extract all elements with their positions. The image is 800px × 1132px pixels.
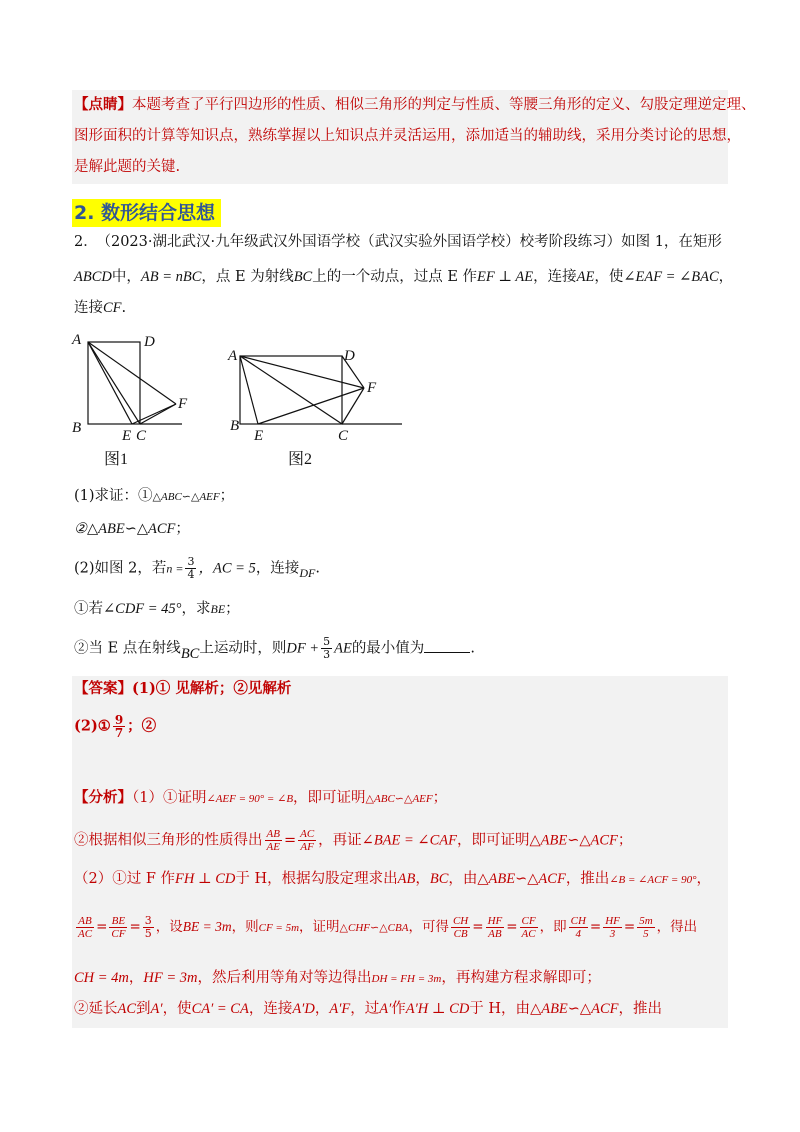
problem-line1 (74, 230, 722, 254)
problem-source: （2023·湖北武汉·九年级武汉外国语学校（武汉实验外国语学校）校考阶段练习）如图 1，在矩形 (103, 234, 722, 250)
dianjing-label: 【点睛】 (74, 96, 132, 113)
fig1-label-f: F (178, 396, 188, 412)
problem-line3: 连接CF. (74, 300, 127, 316)
fig2-label-a: A (228, 348, 238, 364)
section-heading: 2. 数形结合思想 (72, 199, 221, 227)
fig1-label-d: D (144, 334, 155, 350)
question-2: (2)如图 2，若n = $\frac{3}{4}$ ，AC = 5，连接$_{DF}$. (74, 555, 320, 581)
question-1b: ②△ABE∽△ACF； (74, 521, 190, 537)
answer-line1: 【答案】(1)① 见解析；②见解析 (74, 680, 292, 697)
fig2-label-f: F (367, 380, 377, 396)
fig2-label-e: E (254, 428, 264, 444)
fig2-segment-cf (342, 388, 364, 424)
answer-label: 【答案】 (74, 680, 132, 697)
analysis-line6: ②延长AC到A′，使CA′ = CA，连接A′D，A′F，过A′作A′H ⊥ CD于 H，由△ABE∽△ACF，推出 (74, 1001, 662, 1017)
dianjing-line3: 是解此题的关键. (74, 159, 181, 175)
fig2-label-b: B (230, 418, 240, 434)
fig2-label-d: D (344, 348, 355, 364)
question-1a: (1)求证：①△ABC∽△AEF； (74, 488, 235, 504)
analysis-line2: ②根据相似三角形的性质得出 $\frac{AB}{AE}$ = $\frac{AC}{AF}$ ，再证∠BAE = ∠CAF，即可证明△ABE∽△ACF； (74, 828, 633, 853)
fig1-segment-ae (88, 342, 132, 424)
fig1-segment-cf (140, 404, 176, 424)
dianjing-line2: 图形面积的计算等知识点，熟练掌握以上知识点并灵活运用，添加适当的辅助线，采用分类讨论的思想， (74, 128, 741, 144)
analysis-line1: 【分析】（1）①证明∠AEF = 90° = ∠B，即可证明△ABC∽△AEF； (74, 789, 448, 806)
question-2a: ①若∠CDF = 45°，求BE； (74, 601, 240, 617)
fig2-segment-ef (258, 388, 364, 424)
figures (66, 328, 486, 478)
problem-number: 2． (74, 234, 98, 250)
fig1-segment-af (88, 342, 176, 404)
fig1-label-e: E (122, 428, 132, 444)
fig1-label-c: C (136, 428, 147, 444)
answer-blank (424, 652, 470, 653)
answer-line2: (2)① $\frac{9}{7}$ ；② (74, 713, 157, 740)
analysis-line5: CH = 4m，HF = 3m，然后利用等角对等边得出DH = FH = 3m，再构建方程求解即可； (74, 970, 601, 986)
fig2-caption: 图2 (288, 451, 313, 468)
dianjing-line1: 【点睛】本题考查了平行四边形的性质、相似三角形的判定与性质、等腰三角形的定义、勾股定理逆定理、 (74, 96, 756, 113)
problem-line2: ABCD中，AB = nBC，点 E 为射线BC上的一个动点，过点 E 作EF ⊥ AE，连接AE，使∠EAF = ∠BAC， (74, 269, 734, 285)
fig1-label-a: A (72, 332, 82, 348)
fig1-label-b: B (72, 420, 82, 436)
question-2b: ②当 E 点在射线BC上运动时，则DF + $\frac{5}{3}$ AE的最小值为 . (74, 635, 475, 662)
fig1-segment-ac (88, 342, 140, 424)
analysis-line4: $\frac{AB}{AC}$ = $\frac{BE}{CF}$ = $\frac{3}{5}$ ，设BE = 3m，则CF = 5m，证明△CHF∽△CBA，可得 $\frac{CH}{CB}$ = $\frac{HF}{AB}$ = $\frac{CF}{AC}$ ，即 $\frac{CH}{4}$ = $\frac{HF}{3}$ = $\frac{5m}{5}$ ，得出 (78, 914, 698, 940)
fig1-caption: 图1 (104, 451, 129, 468)
fig2-label-c: C (338, 428, 349, 444)
analysis-label: 【分析】 (74, 789, 132, 806)
analysis-line3: （2）①过 F 作FH ⊥ CD于 H，根据勾股定理求出AB，BC，由△ABE∽△ACF，推出∠B = ∠ACF = 90°， (74, 871, 711, 887)
